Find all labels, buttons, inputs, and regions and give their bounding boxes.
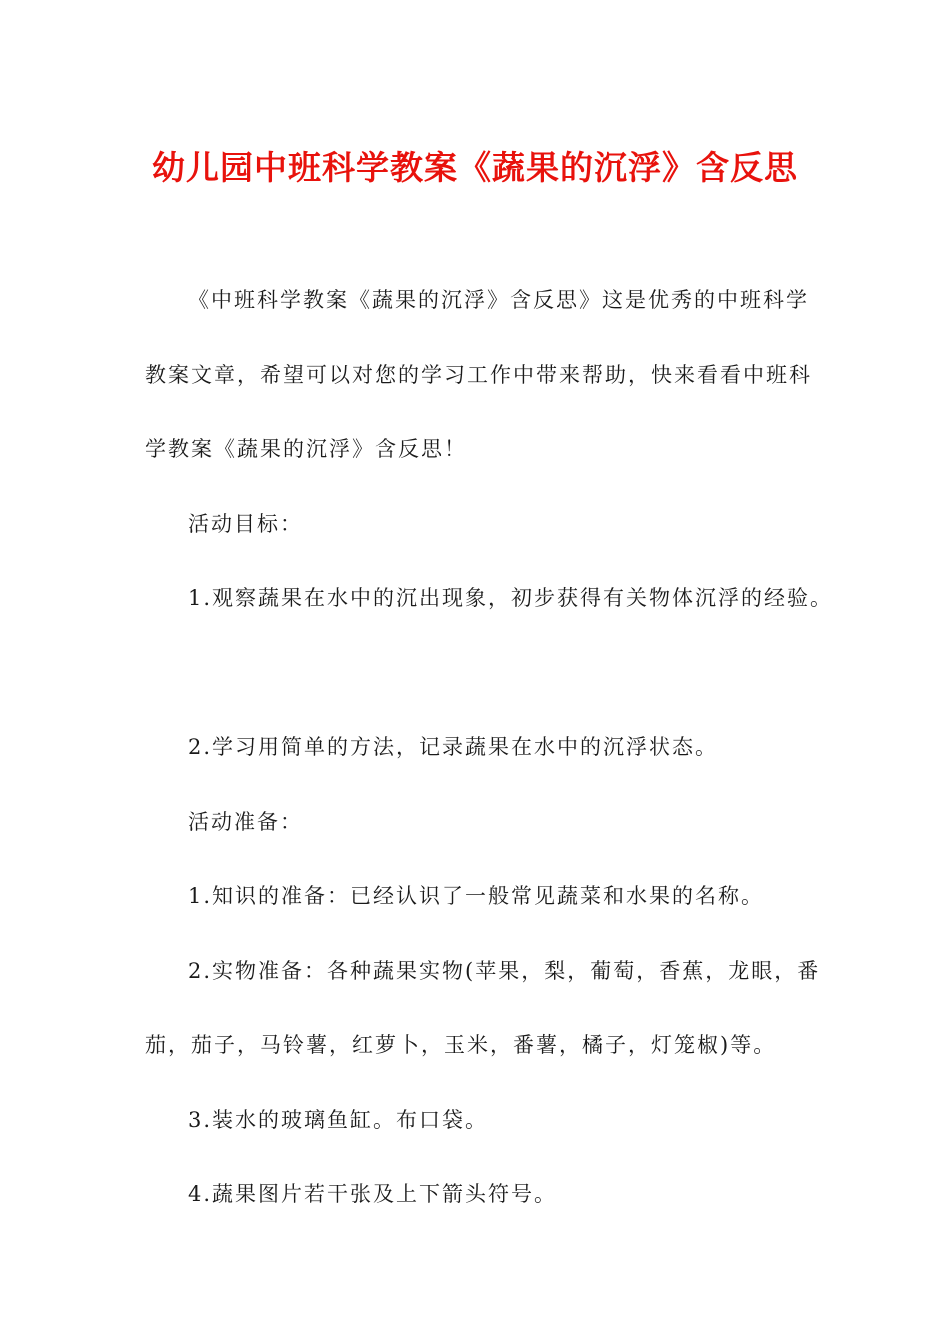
- goal-item-2: 2.学习用简单的方法，记录蔬果在水中的沉浮状态。: [188, 735, 719, 759]
- prep-item-2-continued: 茄，茄子，马铃薯，红萝卜，玉米，番薯，橘子，灯笼椒)等。: [145, 1033, 777, 1057]
- goal-item-1: 1.观察蔬果在水中的沉出现象，初步获得有关物体沉浮的经验。: [188, 586, 834, 610]
- intro-line-1: 《中班科学教案《蔬果的沉浮》含反思》这是优秀的中班科学: [188, 288, 809, 312]
- section-heading-goals: 活动目标：: [188, 512, 303, 536]
- document-title: 幼儿园中班科学教案《蔬果的沉浮》含反思: [152, 148, 798, 187]
- prep-item-1: 1.知识的准备：已经认识了一般常见蔬菜和水果的名称。: [188, 884, 765, 908]
- intro-line-2: 教案文章，希望可以对您的学习工作中带来帮助，快来看看中班科: [145, 363, 812, 387]
- prep-item-2: 2.实物准备：各种蔬果实物(苹果，梨，葡萄，香蕉，龙眼，番: [188, 959, 821, 983]
- intro-line-3: 学教案《蔬果的沉浮》含反思！: [145, 437, 467, 461]
- prep-item-4: 4.蔬果图片若干张及上下箭头符号。: [188, 1182, 558, 1206]
- prep-item-3: 3.装水的玻璃鱼缸。布口袋。: [188, 1108, 489, 1132]
- section-heading-preparation: 活动准备：: [188, 810, 303, 834]
